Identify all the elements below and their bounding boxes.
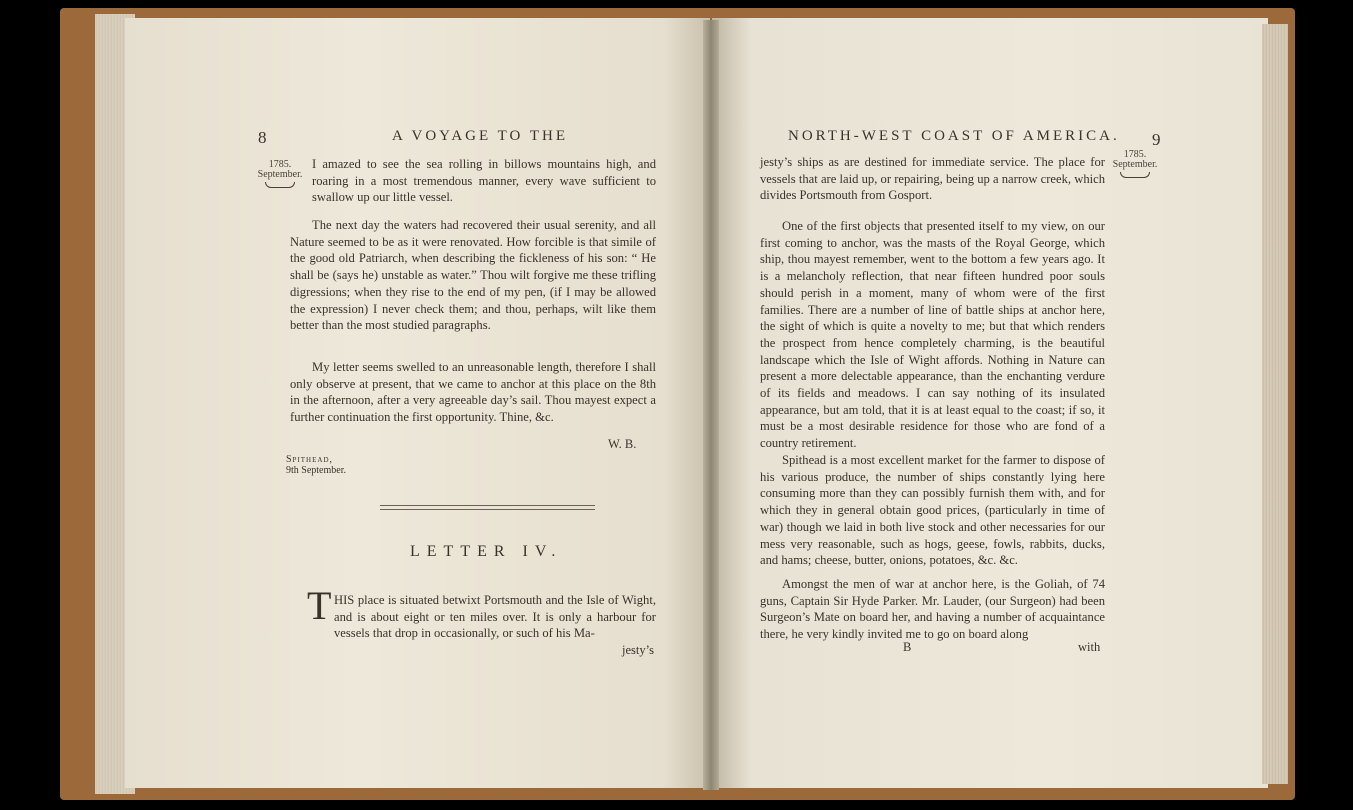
paragraph: My letter seems swelled to an unreasonable length, therefore I shall only observe at present, that we came to anchor at this place on the 8th in the afternoon, after a very agreeable day’s sail. Thou mayest expect a further continuation the first opportunity. Thine, &c.	[290, 360, 656, 425]
paragraph: The next day the waters had recovered their usual serenity, and all Nature seemed to be as it were renovated. How forcible is that simile of the good old Patriarch, when describing the fickleness of his son: “ He shall be (says he) unstable as water.” Thou wilt forgive me these trifling digressions; when they rise to the end of my pen, (if I may be allowed the expression) I never check them; and thou, perhaps, wilt like them better than the most studied paragraphs.	[290, 218, 656, 333]
left-catchword: jesty’s	[622, 643, 654, 657]
right-catchword: with	[1078, 640, 1101, 654]
left-sidenote-year: 1785.	[268, 159, 292, 170]
right-para-1	[760, 154, 1105, 204]
right-running-head: NORTH-WEST COAST OF AMERICA.	[788, 128, 1120, 144]
paragraph: Spithead is a most excellent market for the farmer to dispose of his various produce, the number of ships constantly lying here consuming more than they can possibly furnish them with, and for which they in general obtain good prices, (particularly in time of war) though we laid in both live stock and other necessaries for our mess very reasonable, such as hogs, geese, fowls, rabbits, ducks, and hams; cheese, butter, onions, potatoes, &c. &c.	[760, 453, 1105, 568]
drop-cap: T	[307, 583, 332, 628]
right-page-number: 9	[1152, 130, 1161, 149]
left-sidenote	[255, 160, 305, 188]
paragraph: One of the first objects that presented itself to my view, on our first coming to anchor, was the masts of the Royal George, which ship, thou mayest remember, went to the bottom a few years ago. It is a melancholy reflection, that near fifteen hundred poor souls should perish in a moment, many of whom were of the first families. There are a number of line of battle ships at anchor here, the sight of which is quite a novelty to me; but that which renders the prospect from hence completely charming, is the beautiful landscape which the Isle of Wight affords. Nothing in Nature can present a more delectable appearance, than the enchanting verdure of its fields and meadows. I can say nothing of its insulated appearance, but am told, that it is at least equal to the coast; if so, it must be a most desirable residence for those who are fond of a country retirement.	[760, 219, 1105, 451]
paragraph: Amongst the men of war at anchor here, is the Goliah, of 74 guns, Captain Sir Hyde Parker. Mr. Lauder, (our Surgeon) had been Surgeon’s Mate on board her, and having a number of acquaintance there, he very kindly invited me to go on board along	[760, 577, 1105, 642]
letter-iv-text-first	[334, 592, 656, 642]
right-sidenote-month: September.	[1112, 159, 1158, 170]
signature-mark: B	[903, 640, 912, 654]
right-para-3	[760, 452, 1105, 569]
left-page-number: 8	[258, 128, 267, 147]
dateline-date: 9th September.	[286, 465, 346, 476]
dateline	[286, 454, 346, 476]
left-para-3	[290, 359, 656, 426]
dateline-place: Spithead,	[286, 454, 334, 465]
paragraph: I amazed to see the sea rolling in billows mountains high, and roaring in a most tremendous manner, every wave sufficient to swallow up our little vessel.	[312, 157, 656, 205]
right-para-2	[760, 218, 1105, 452]
right-sidenote-year: 1785.	[1123, 149, 1147, 160]
page-edges-right	[1262, 24, 1288, 784]
left-sidenote-brace	[265, 182, 295, 188]
paragraph: HIS place is situated betwixt Portsmouth and the Isle of Wight, and is about eight or ten miles over. It is only a harbour for vessels that drop in occasionally, or such of his Ma-	[334, 593, 656, 641]
book-gutter	[703, 20, 719, 790]
right-sidenote-brace	[1120, 172, 1150, 178]
right-sidenote	[1110, 150, 1160, 178]
left-running-head: A VOYAGE TO THE	[392, 128, 568, 144]
letter-heading: LETTER IV.	[410, 543, 563, 560]
left-sidenote-month: September.	[257, 169, 303, 180]
left-para-1	[312, 156, 656, 206]
left-para-2	[290, 217, 656, 334]
section-rule	[380, 505, 595, 510]
paragraph: jesty’s ships as are destined for immediate service. The place for vessels that are laid up, or repairing, being up a narrow creek, which divides Portsmouth from Gosport.	[760, 155, 1105, 203]
right-para-4	[760, 576, 1105, 643]
letter-signature: W. B.	[608, 437, 637, 451]
